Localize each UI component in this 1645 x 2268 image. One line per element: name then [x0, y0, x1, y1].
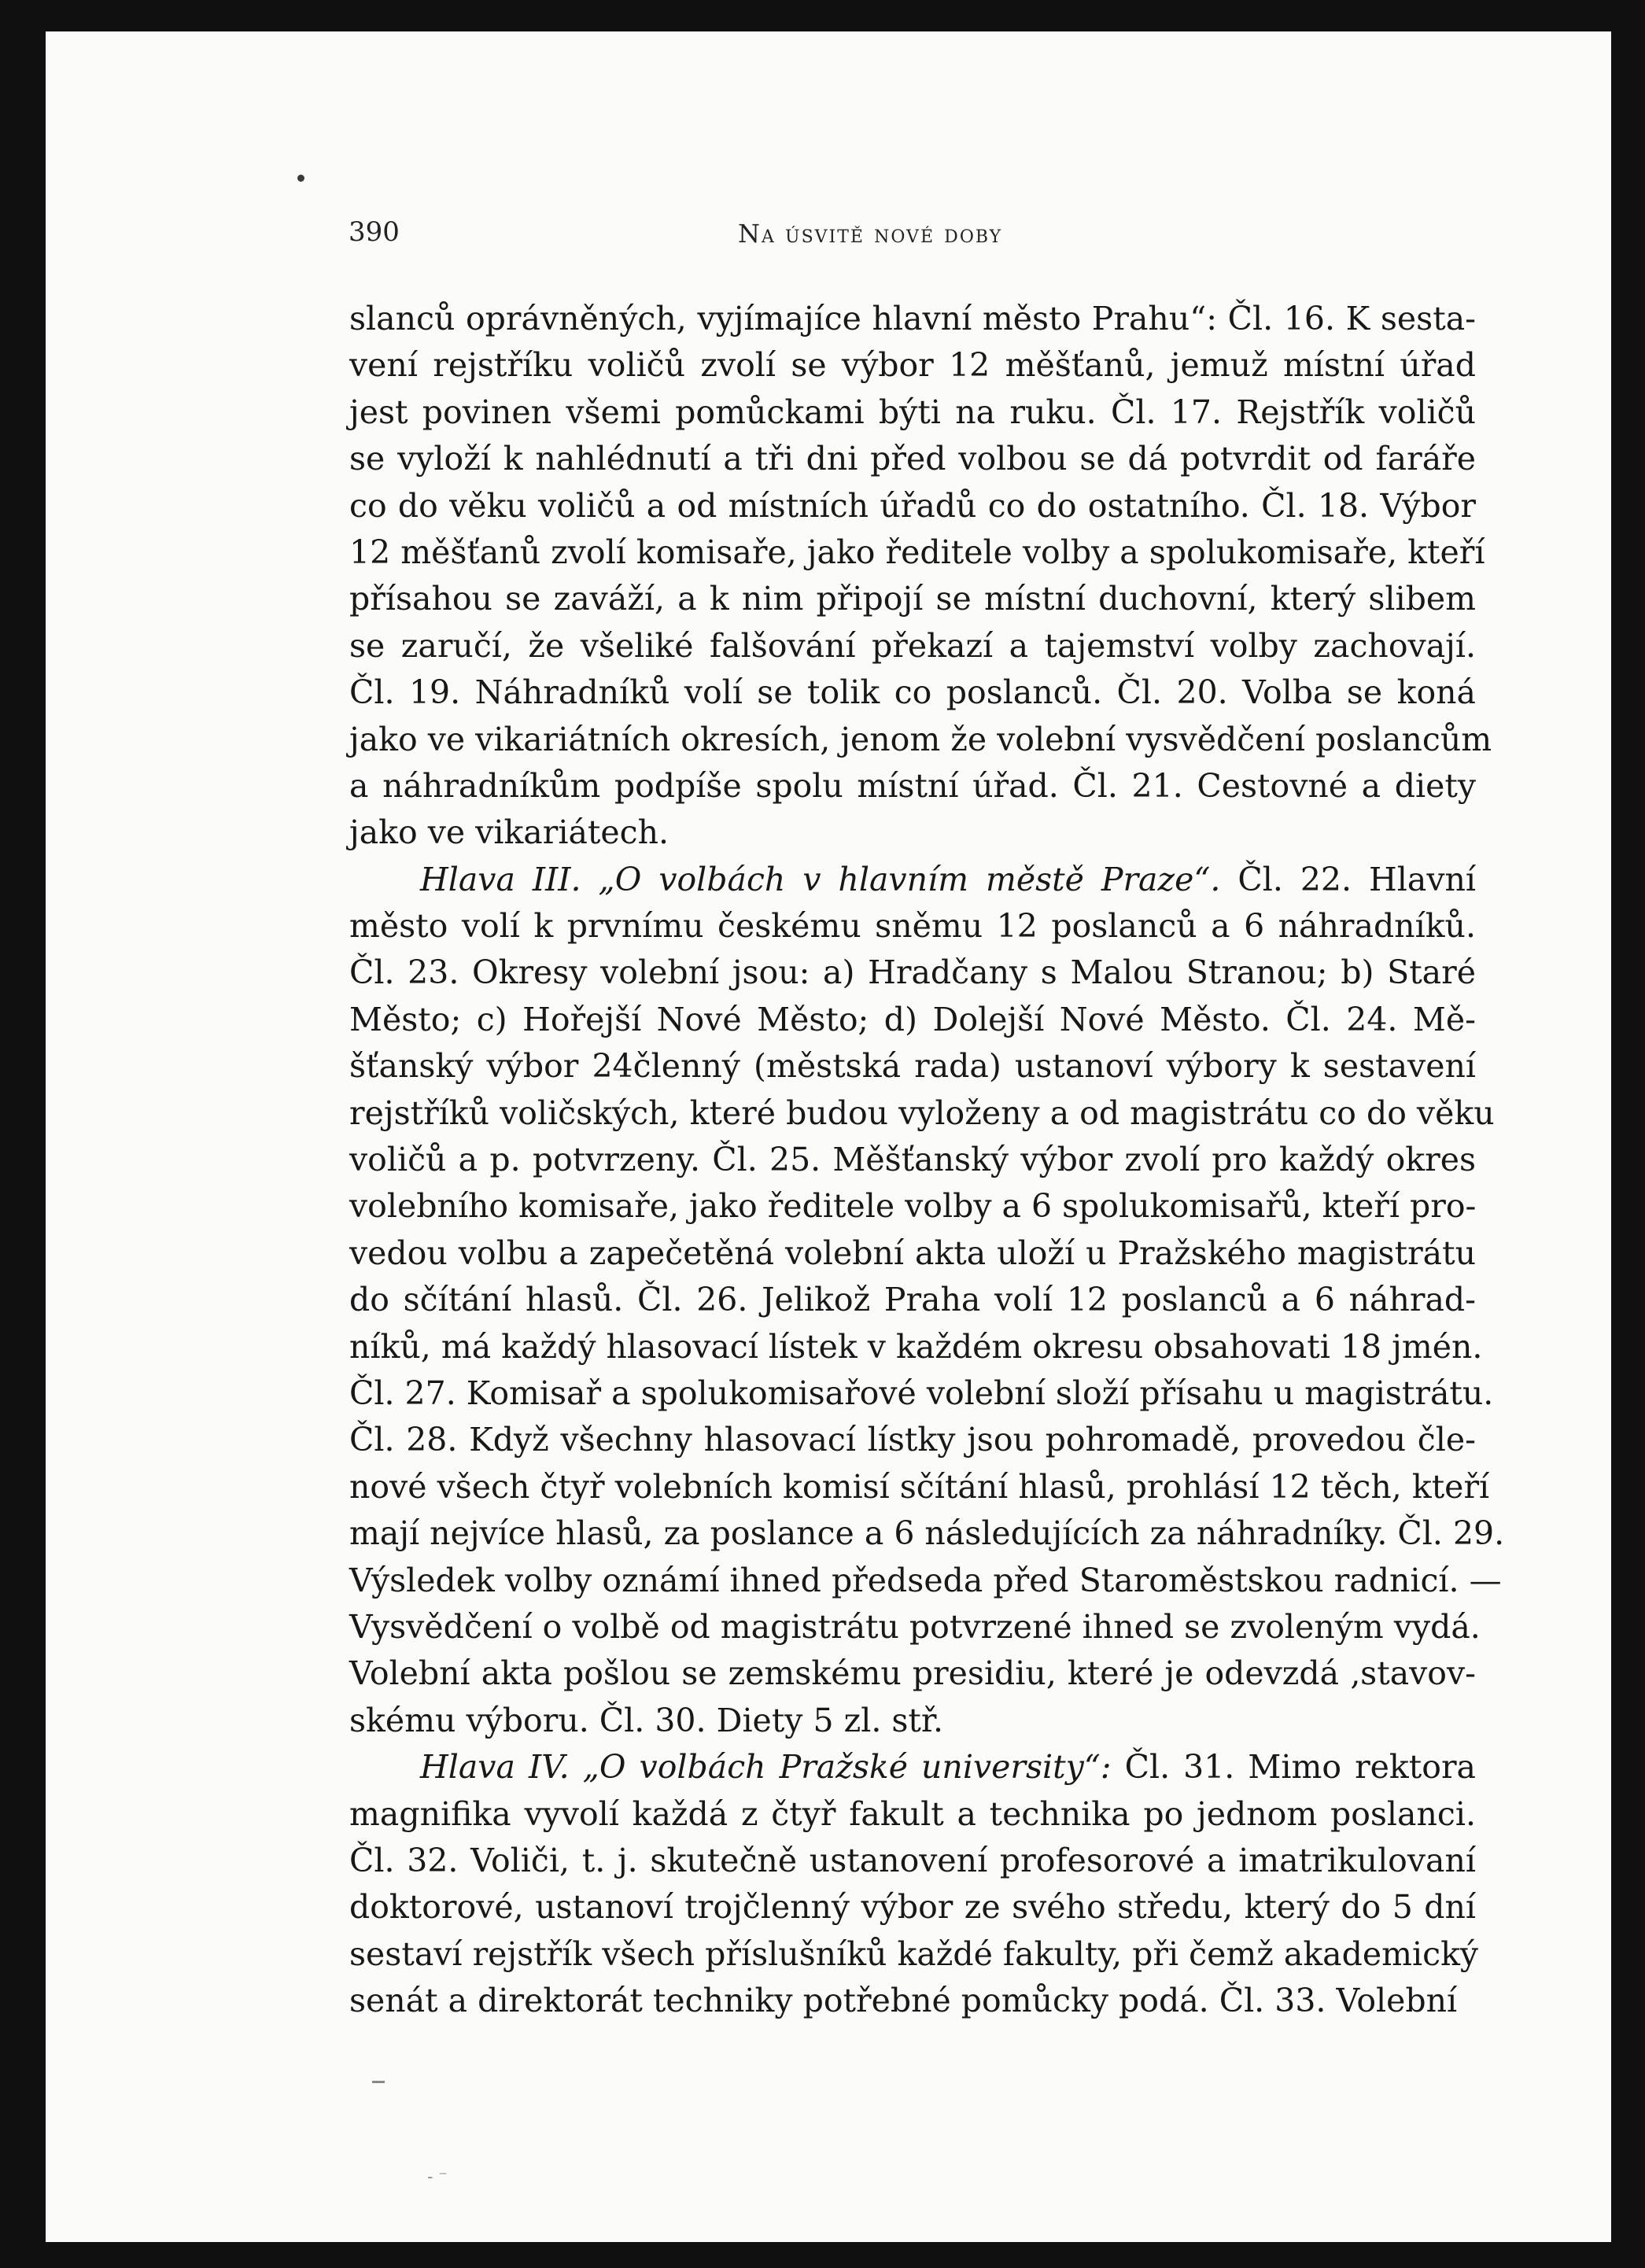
text-line	[349, 857, 1476, 903]
line-text: mají nejvíce hlasů, za poslance a 6 následujících za náhradníky. Čl. 29.	[349, 1514, 1505, 1553]
line-text: skému výboru. Čl. 30. Diety 5 zl. stř.	[349, 1701, 944, 1739]
line-text: do sčítání hlasů. Čl. 26. Jelikož Praha volí 12 poslanců a 6 náhrad-	[349, 1281, 1476, 1319]
line-text: jest povinen všemi pomůckami býti na ruku. Čl. 17. Rejstřík voličů	[349, 393, 1476, 431]
line-text: co do věku voličů a od místních úřadů co do ostatního. Čl. 18. Výbor	[349, 486, 1476, 525]
line-text: rejstříků voličských, které budou vyloženy a od magistrátu co do věku	[349, 1093, 1495, 1132]
text-line	[349, 950, 1476, 996]
line-text: sestaví rejstřík všech příslušníků každé fakulty, při čemž akademický	[349, 1934, 1479, 1973]
line-text: níků, má každý hlasovací lístek v každém okresu obsahovati 18 jmén.	[349, 1327, 1483, 1366]
text-line	[349, 483, 1476, 529]
text-line	[349, 1791, 1476, 1838]
text-line	[349, 1090, 1495, 1137]
line-text: jako ve vikariátních okresích, jenom že volební vysvědčení poslancům	[349, 720, 1492, 758]
text-line	[349, 1043, 1476, 1090]
text-line	[349, 903, 1476, 950]
text-line	[349, 623, 1476, 669]
running-title: Na úsvitě nové doby	[738, 219, 1003, 249]
text-line	[349, 1698, 1476, 1744]
line-text: Vysvědčení o volbě od magistrátu potvrzené ihned se zvoleným vydá.	[349, 1607, 1481, 1646]
text-line	[349, 1838, 1476, 1884]
line-text: Město; c) Hořejší Nové Město; d) Dolejší Nové Město. Čl. 24. Mě-	[349, 1000, 1476, 1038]
line-text: Čl. 22. Hlavní	[1220, 860, 1477, 898]
text-line	[349, 1744, 1476, 1790]
text-line	[349, 1230, 1476, 1277]
chapter-heading: Hlava IV. „O volbách Pražské university“:	[420, 1748, 1112, 1787]
text-line	[349, 763, 1476, 809]
line-text: a náhradníkům podpíše spolu místní úřad. Čl. 21. Cestovné a diety	[349, 766, 1476, 805]
text-line	[349, 1137, 1476, 1183]
line-text: vení rejstříku voličů zvolí se výbor 12 měšťanů, jemuž místní úřad	[349, 346, 1476, 385]
print-speck: - ⁻	[427, 2167, 448, 2187]
paper-sheet	[46, 31, 1611, 2242]
line-text: Čl. 19. Náhradníků volí se tolik co poslanců. Čl. 20. Volba se koná	[349, 673, 1476, 712]
text-line	[349, 1464, 1490, 1510]
line-text: volebního komisaře, jako ředitele volby a 6 spolukomisařů, kteří pro-	[349, 1187, 1477, 1226]
text-line	[349, 1370, 1494, 1417]
line-text: vedou volbu a zapečetěná volební akta uloží u Pražského magistrátu	[349, 1234, 1476, 1272]
text-line	[349, 436, 1476, 482]
line-text: Výsledek volby oznámí ihned předseda před Staroměstskou radnicí. —	[349, 1561, 1502, 1599]
text-line	[349, 1884, 1476, 1931]
line-text: senát a direktorát techniky potřebné pomůcky podá. Čl. 33. Volební	[349, 1982, 1458, 2020]
line-text: voličů a p. potvrzeny. Čl. 25. Měšťanský výbor zvolí pro každý okres	[349, 1141, 1476, 1179]
text-line	[349, 1978, 1476, 2024]
text-line	[349, 1558, 1502, 1604]
text-line	[349, 296, 1476, 342]
text-line	[349, 1650, 1476, 1697]
text-line	[349, 342, 1476, 389]
line-text: Čl. 23. Okresy volební jsou: a) Hradčany s Malou Stranou; b) Staré	[349, 953, 1476, 992]
text-line	[349, 1324, 1483, 1370]
line-text: přísahou se zaváží, a k nim připojí se místní duchovní, který slibem	[349, 580, 1476, 618]
line-text: šťanský výbor 24členný (městská rada) ustanoví výbory k sestavení	[349, 1047, 1476, 1086]
text-line	[349, 576, 1476, 622]
page-number: 390	[349, 216, 400, 248]
text-line	[349, 1417, 1476, 1463]
text-line	[349, 1604, 1481, 1650]
text-line	[349, 717, 1492, 763]
line-text: jako ve vikariátech.	[349, 813, 669, 852]
line-text: Čl. 28. Když všechny hlasovací lístky jsou pohromadě, provedou čle-	[349, 1421, 1476, 1459]
text-line	[349, 1931, 1479, 1978]
text-line	[349, 1183, 1476, 1230]
line-text: doktorové, ustanoví trojčlenný výbor ze svého středu, který do 5 dní	[349, 1888, 1476, 1927]
line-text: Volební akta pošlou se zemskému presidiu, které je odevzdá ‚stavov-	[349, 1654, 1476, 1693]
body-text	[349, 296, 1505, 2024]
line-text: Čl. 31. Mimo rektora	[1111, 1748, 1476, 1787]
print-speck	[372, 2081, 385, 2083]
chapter-heading: Hlava III. „O volbách v hlavním městě Praze“.	[420, 860, 1221, 898]
line-text: 12 měšťanů zvolí komisaře, jako ředitele volby a spolukomisaře, kteří	[349, 533, 1485, 571]
line-text: město volí k prvnímu českému sněmu 12 poslanců a 6 náhradníků.	[349, 907, 1476, 946]
line-text: nové všech čtyř volebních komisí sčítání hlasů, prohlásí 12 těch, kteří	[349, 1467, 1490, 1506]
text-line	[349, 1510, 1505, 1557]
line-text: Čl. 27. Komisař a spolukomisařové volební složí přísahu u magistrátu.	[349, 1374, 1494, 1412]
text-line	[349, 389, 1476, 436]
line-text: magnifika vyvolí každá z čtyř fakult a technika po jednom poslanci.	[349, 1794, 1476, 1833]
text-line	[349, 997, 1476, 1043]
print-speck	[297, 175, 304, 182]
line-text: se vyloží k nahlédnutí a tři dni před volbou se dá potvrdit od faráře	[349, 440, 1476, 478]
text-line	[349, 809, 1476, 856]
line-text: Čl. 32. Voliči, t. j. skutečně ustanovení profesorové a imatrikulovaní	[349, 1841, 1476, 1879]
line-text: se zaručí, že všeliké falšování překazí a tajemství volby zachovají.	[349, 626, 1476, 665]
text-line	[349, 1277, 1476, 1323]
text-line	[349, 669, 1476, 716]
line-text: slanců oprávněných, vyjímajíce hlavní město Prahu“: Čl. 16. K sesta-	[349, 300, 1476, 337]
text-line	[349, 529, 1485, 576]
